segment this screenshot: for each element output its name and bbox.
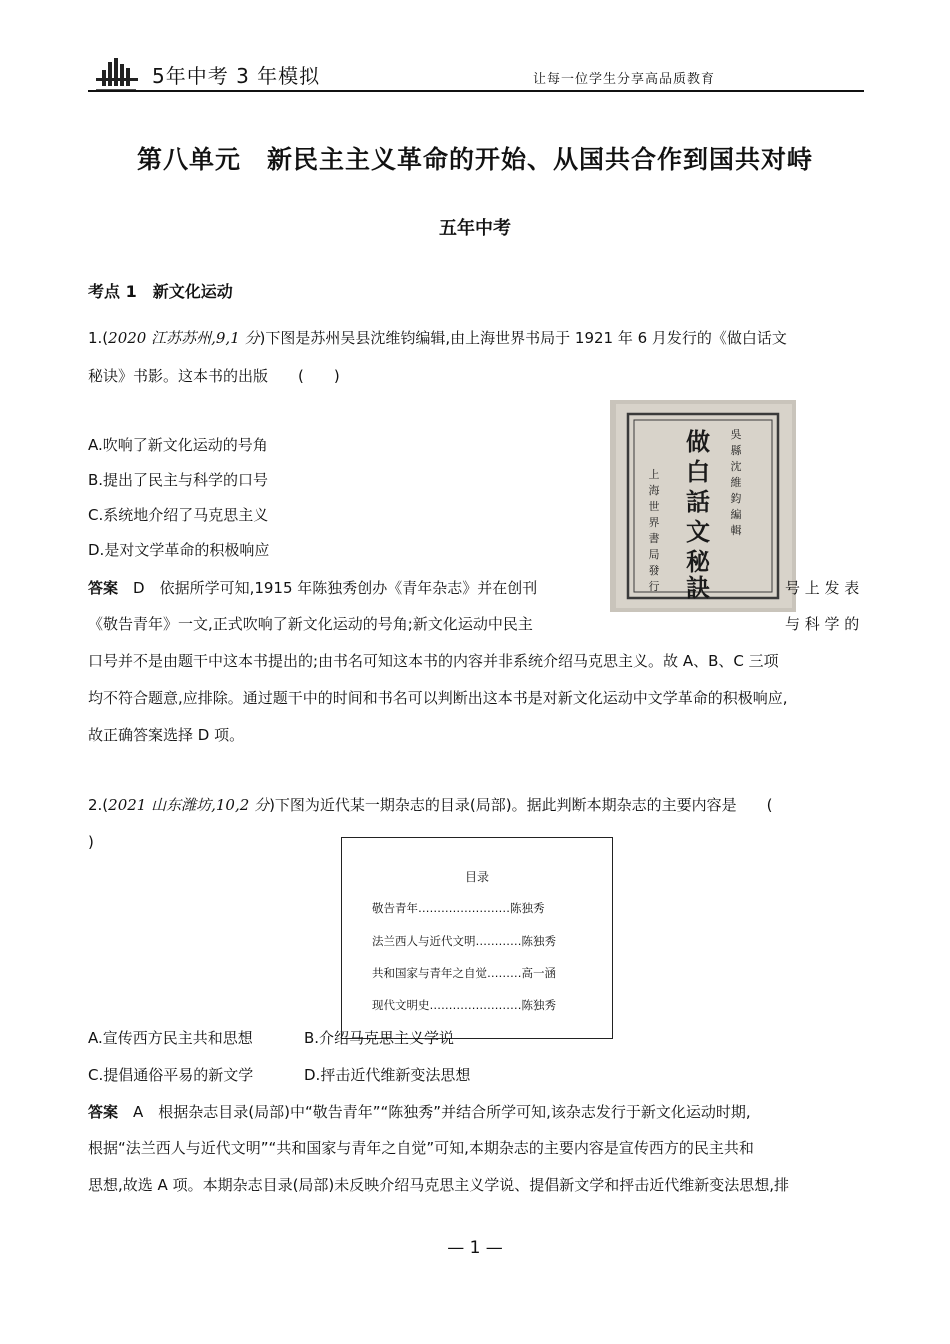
q1-source: 2020 江苏苏州,9,1 分: [108, 329, 260, 347]
svg-text:輯: 輯: [730, 524, 742, 537]
svg-text:發: 發: [648, 564, 660, 577]
svg-text:吳: 吳: [730, 428, 742, 441]
topic-heading: 考点 1 新文化运动: [88, 282, 233, 301]
svg-text:維: 維: [730, 476, 742, 489]
toc-row: 法兰西人与近代文明…………陈独秀: [372, 934, 556, 948]
book-title-char-6: 訣: [686, 573, 710, 602]
page-number: — 1 —: [447, 1238, 503, 1258]
q2-stem-line1: 2.(2021 山东潍坊,10,2 分)下图为近代某一期杂志的目录(局部)。据此判断本期杂志的主要内容是 (: [88, 796, 773, 814]
svg-text:界: 界: [648, 516, 660, 529]
header-slogan: 让每一位学生分享高品质教育: [533, 72, 716, 87]
svg-text:行: 行: [648, 580, 660, 593]
q1-answer-line1-right: 号 上 发 表: [785, 579, 860, 597]
book-title-char-4: 文: [686, 517, 710, 546]
q1-stem-line2: 秘诀》书影。这本书的出版 ( ): [88, 367, 340, 385]
q2-option-d: D.抨击近代维新变法思想: [304, 1066, 471, 1084]
q2-answer-line3: 思想,故选 A 项。本期杂志目录(局部)未反映介绍马克思主义学说、提倡新文学和抨击近代维新变法思想,排: [88, 1176, 790, 1194]
svg-text:沈: 沈: [730, 460, 742, 473]
book-title-char-2: 白: [686, 457, 710, 486]
q2-stem-line2: ): [88, 833, 94, 851]
q1-answer-line1: 答案 D 依据所学可知,1915 年陈独秀创办《青年杂志》并在创刊: [88, 579, 538, 597]
book-title-char-1: 做: [686, 427, 710, 456]
q2-option-c: C.提倡通俗平易的新文学: [88, 1066, 254, 1084]
q1-option-c: C.系统地介绍了马克思主义: [88, 506, 269, 524]
q1-answer-line5: 故正确答案选择 D 项。: [88, 726, 245, 744]
toc-row: 敬告青年……………………陈独秀: [372, 901, 545, 915]
svg-text:世: 世: [648, 500, 660, 513]
section-subtitle: 五年中考: [439, 218, 511, 239]
toc-title: 目录: [464, 870, 489, 884]
svg-text:局: 局: [648, 548, 660, 561]
unit-title: 第八单元 新民主主义革命的开始、从国共合作到国共对峙: [136, 145, 813, 174]
q1-option-a: A.吹响了新文化运动的号角: [88, 436, 268, 454]
q1-answer-line2-right: 与 科 学 的: [785, 615, 860, 633]
book-cover-image: [610, 400, 796, 612]
q1-option-b: B.提出了民主与科学的口号: [88, 471, 269, 489]
book-title-char-3: 話: [686, 487, 710, 516]
q2-option-b: B.介绍马克思主义学说: [304, 1029, 455, 1047]
q2-answer-line1: 答案 A 根据杂志目录(局部)中“敬告青年”“陈独秀”并结合所学可知,该杂志发行于新文化运动时期,: [88, 1103, 751, 1121]
book-title-char-5: 秘: [686, 547, 710, 576]
q2-option-a: A.宣传西方民主共和思想: [88, 1029, 253, 1047]
toc-row: 现代文明史……………………陈独秀: [372, 998, 556, 1012]
toc-row: 共和国家与青年之自觉………高一涵: [372, 966, 556, 980]
q1-option-d: D.是对文学革命的积极响应: [88, 541, 270, 559]
magazine-toc-figure: [341, 837, 613, 1039]
brand-logo: [94, 56, 150, 94]
q1-answer-line2: 《敬告青年》一文,正式吹响了新文化运动的号角;新文化运动中民主: [88, 615, 533, 633]
q1-answer-line3: 口号并不是由题干中这本书提出的;由书名可知这本书的内容并非系统介绍马克思主义。故 A、B、C 三项: [88, 652, 779, 670]
q2-source: 2021 山东潍坊,10,2 分: [108, 796, 270, 814]
q2-answer-line2: 根据“法兰西人与近代文明”“共和国家与青年之自觉”可知,本期杂志的主要内容是宣传西方的民主共和: [88, 1139, 754, 1157]
svg-text:書: 書: [648, 532, 660, 545]
svg-text:鈞: 鈞: [730, 492, 742, 505]
q1-answer-label: 答案: [88, 579, 119, 597]
q2-answer-label: 答案: [88, 1103, 119, 1121]
q1-stem-line1: 1.(2020 江苏苏州,9,1 分)下图是苏州吴县沈维钧编辑,由上海世界书局于 1921 年 6 月发行的《做白话文: [88, 329, 787, 347]
svg-text:編: 編: [730, 508, 742, 521]
brand-name: 5年中考 3 年模拟: [152, 64, 321, 88]
svg-text:海: 海: [648, 484, 660, 497]
q1-answer-line4: 均不符合题意,应排除。通过题干中的时间和书名可以判断出这本书是对新文化运动中文学革命的积极响应,: [88, 689, 788, 707]
svg-text:上: 上: [648, 468, 660, 481]
svg-text:縣: 縣: [730, 444, 742, 457]
header-divider: [88, 90, 864, 92]
